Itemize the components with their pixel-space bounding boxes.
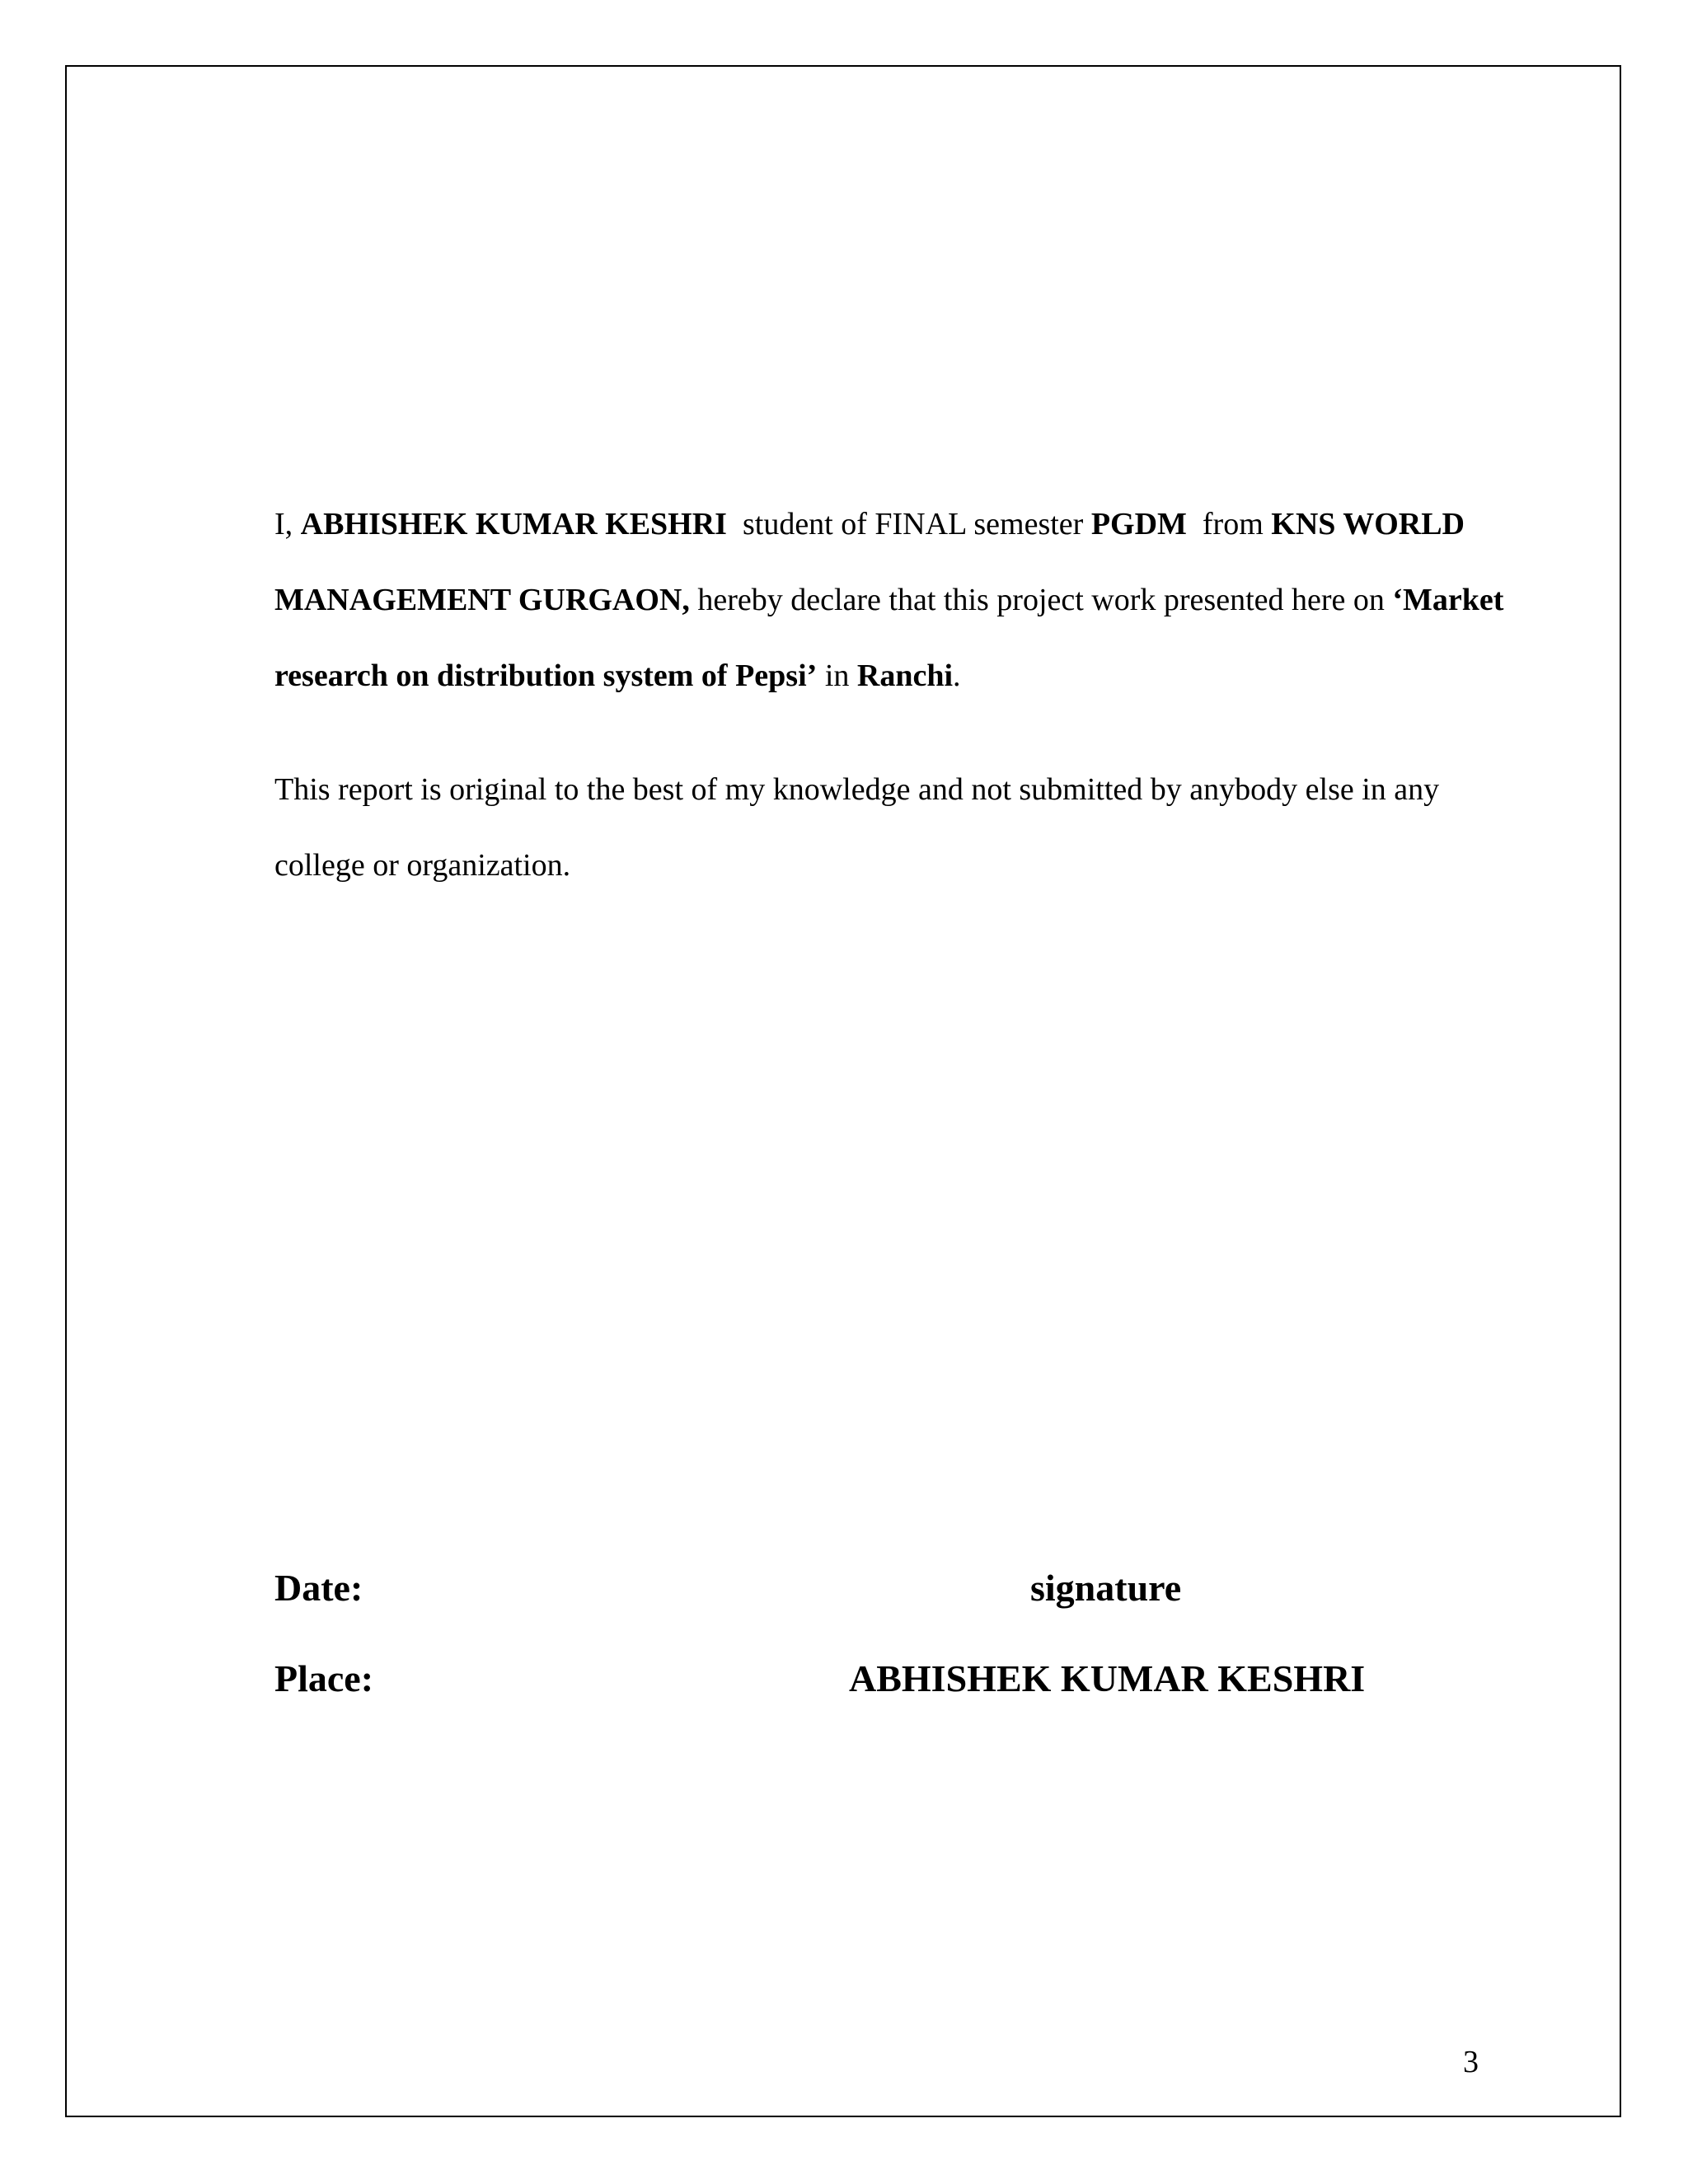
text-segment: student of FINAL semester xyxy=(726,507,1091,541)
text-segment: in xyxy=(817,658,857,693)
date-label: Date: xyxy=(274,1567,363,1609)
student-name: ABHISHEK KUMAR KESHRI xyxy=(300,507,727,541)
declaration-paragraph-1 xyxy=(274,486,1511,714)
text-segment: from xyxy=(1186,507,1272,541)
page-number: 3 xyxy=(1463,2045,1479,2079)
signer-name: ABHISHEK KUMAR KESHRI xyxy=(849,1657,1366,1699)
text-segment: . xyxy=(953,658,961,693)
page-border xyxy=(65,65,1621,2117)
institute-name: KNS WORLD MANAGEMENT GURGAON, xyxy=(274,507,1465,617)
text-segment: I, xyxy=(274,507,301,541)
declaration-paragraph-2: This report is original to the best of my knowledge and not submitted by anybody else in any college or organization. xyxy=(274,772,1440,883)
signature-label: signature xyxy=(1030,1567,1182,1609)
place-label: Place: xyxy=(274,1657,374,1699)
location-name: Ranchi xyxy=(856,658,954,693)
declaration-text xyxy=(274,486,1511,903)
text-segment: hereby declare that this project work presented here on xyxy=(689,583,1393,617)
project-title: ‘Market research on distribution system of Pepsi’ xyxy=(274,583,1504,693)
program-name: PGDM xyxy=(1090,507,1187,541)
